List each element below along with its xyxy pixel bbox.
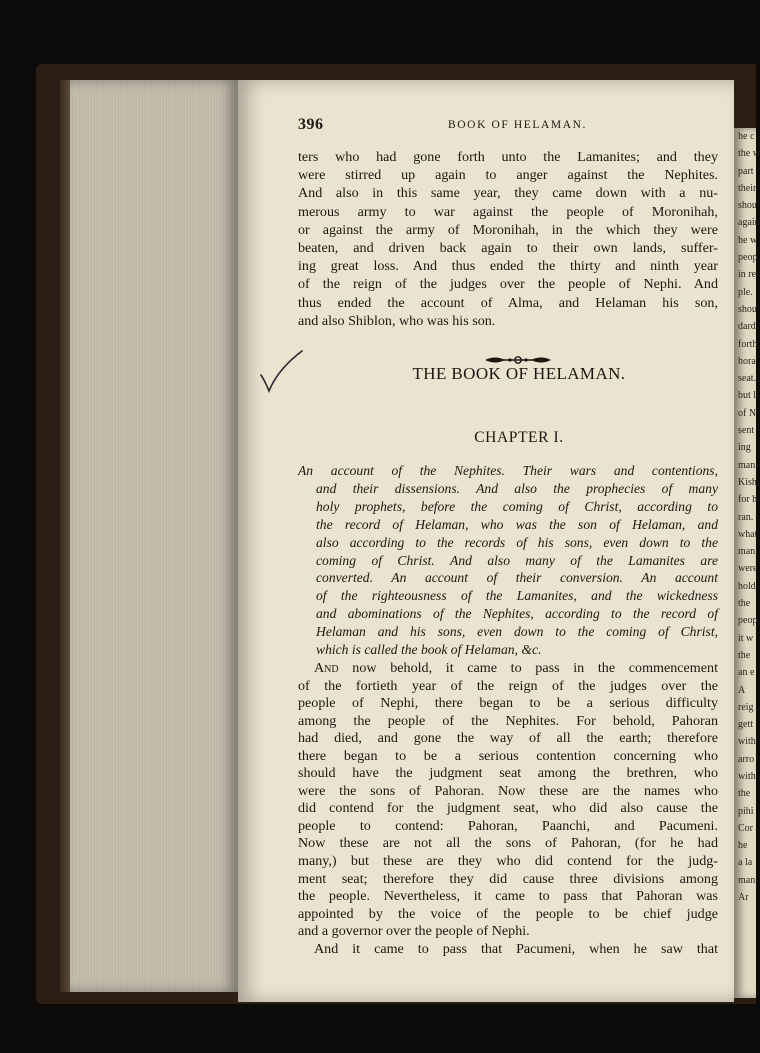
text-line: of the reign of the judges over the people of Nephi. And bbox=[298, 276, 718, 293]
next-page-fragment: ran. bbox=[738, 511, 754, 523]
text-line: were stirred up again to anger against the Nephites. bbox=[298, 167, 718, 184]
chapter-summary bbox=[298, 462, 718, 659]
next-page-fragment: man bbox=[738, 546, 756, 558]
text-line: did contend for the judgment seat, who did also cause the bbox=[298, 800, 718, 817]
running-head bbox=[298, 116, 726, 138]
next-page-fragment: man bbox=[738, 459, 756, 471]
text-line: And it came to pass that Pacumeni, when he saw that bbox=[314, 940, 718, 957]
next-page-fragment: sent bbox=[738, 425, 755, 437]
next-page-fragment: he c bbox=[738, 131, 755, 142]
next-page-fragment: pihi bbox=[738, 805, 754, 817]
summary-line: also according to the records of his sons, even down to the bbox=[316, 534, 718, 550]
page-edges-stack bbox=[70, 80, 238, 992]
text-line: many,) but these are they who did contend for the judg- bbox=[298, 853, 718, 870]
next-page-fragment: but l bbox=[738, 390, 757, 402]
next-page-fragment: hold bbox=[738, 580, 756, 592]
summary-line: An account of the Nephites. Their wars and contentions, bbox=[298, 463, 718, 478]
next-page-fragment: he bbox=[738, 840, 748, 852]
summary-line: and abominations of the Nephites, according to the record of bbox=[316, 606, 718, 622]
text-line: there began to be a serious contention concerning who bbox=[298, 747, 718, 764]
next-page-fragment: what bbox=[738, 528, 758, 540]
text-line: of the fortieth year of the reign of the judges over the bbox=[298, 677, 718, 694]
next-page-fragment: an e bbox=[738, 667, 755, 679]
text-line bbox=[298, 660, 718, 678]
next-page-fragment: hora bbox=[738, 355, 756, 367]
text-line: or against the army of Moronihah, in the which they were bbox=[298, 221, 718, 238]
next-page-fragment: with bbox=[738, 736, 756, 748]
text-line: beaten, and driven back again to their own lands, suffer- bbox=[298, 240, 718, 257]
summary-line: the record of Helaman, who was the son of Helaman, and bbox=[316, 516, 718, 532]
chapter-title: CHAPTER I. bbox=[474, 429, 564, 446]
next-page-fragment: Kish bbox=[738, 476, 757, 488]
next-page-fragment: man bbox=[738, 874, 756, 886]
next-page-fragment: of N bbox=[738, 407, 757, 419]
next-page-fragment: ple. bbox=[738, 286, 753, 298]
text-line: appointed by the voice of the people to be chief judge bbox=[298, 905, 718, 922]
next-page-fragment: in re bbox=[738, 269, 757, 281]
summary-line: Helaman and his sons, even down to the coming of Christ, bbox=[316, 624, 718, 640]
next-page-fragment: for h bbox=[738, 494, 758, 506]
next-page-fragment: forth bbox=[738, 338, 758, 350]
text-line: among the people of the Nephites. For behold, Pahoran bbox=[298, 712, 718, 729]
book-title: THE BOOK OF HELAMAN. bbox=[412, 364, 626, 383]
text-line: people of Nephi, there began to be a serious difficulty bbox=[298, 695, 718, 712]
text-line: Now these are not all the sons of Pahoran, (for he had bbox=[298, 835, 718, 852]
verse-first-line-rest: now behold, it came to pass in the commencement bbox=[352, 660, 718, 676]
book-page bbox=[238, 80, 734, 1002]
summary-line: holy prophets, before the coming of Christ, according to bbox=[316, 498, 718, 514]
next-page-fragment: Ar bbox=[738, 892, 749, 904]
next-page-fragment: ing bbox=[738, 442, 751, 454]
next-page-fragment: the bbox=[738, 788, 751, 800]
next-page-fragment: gett bbox=[738, 719, 753, 731]
next-page-fragment: part bbox=[738, 165, 754, 177]
text-line: thus ended the account of Alma, and Helaman his son, bbox=[298, 294, 718, 311]
text-line: and also Shiblon, who was his son. bbox=[298, 312, 496, 329]
text-line: and a governor over the people of Nephi. bbox=[298, 923, 530, 940]
closing-paragraph bbox=[298, 148, 718, 330]
next-page-fragment: seat. bbox=[738, 373, 757, 385]
next-page-fragment: were bbox=[738, 563, 758, 575]
next-page-fragment: arro bbox=[738, 753, 755, 765]
next-page-fragment: the w bbox=[738, 148, 760, 160]
text-line: people to contend: Pahoran, Paanchi, and Pacumeni. bbox=[298, 817, 718, 834]
next-page-fragment: shou bbox=[738, 200, 757, 212]
summary-line: and their dissensions. And also the prophecies of many bbox=[316, 480, 718, 496]
next-page-fragment: reig bbox=[738, 701, 754, 713]
text-line: were the sons of Pahoran. Now these are the names who bbox=[298, 782, 718, 799]
next-page-fragment: A bbox=[738, 684, 746, 696]
text-line: the people. Nevertheless, it came to pass that Pahoran was bbox=[298, 888, 718, 905]
next-page-fragment: a la bbox=[738, 857, 753, 869]
next-page-fragment: their bbox=[738, 182, 757, 194]
summary-line: which is called the book of Helaman, &c. bbox=[316, 642, 542, 658]
text-line: had died, and gone the way of all the earth; therefore bbox=[298, 730, 718, 747]
summary-line: coming of Christ. And also many of the Lamanites are bbox=[316, 552, 718, 568]
pencil-checkmark-icon bbox=[258, 345, 304, 395]
text-line: should have the judgment seat among the brethren, who bbox=[298, 765, 718, 782]
next-page-fragment: it w bbox=[738, 632, 754, 644]
next-page-fragment: peop bbox=[738, 615, 758, 627]
next-page-fragment: the bbox=[738, 598, 751, 610]
summary-line: of the righteousness of the Lamanites, and the wickedness bbox=[316, 588, 718, 604]
summary-line: converted. An account of their conversion. An account bbox=[316, 570, 718, 586]
text-line: And also in this same year, they came down with a nu- bbox=[298, 185, 718, 202]
next-page-edge bbox=[734, 128, 760, 998]
verse-1 bbox=[298, 660, 718, 958]
next-page-fragment: Cor bbox=[738, 822, 753, 834]
next-page-fragment: with bbox=[738, 770, 756, 782]
next-page-fragment: shou bbox=[738, 303, 757, 315]
text-line: ters who had gone forth unto the Lamanites; and they bbox=[298, 149, 718, 165]
text-line: ment seat; therefore they did cause three divisions among bbox=[298, 870, 718, 887]
page-number: 396 bbox=[298, 116, 324, 133]
next-page-fragment: he w bbox=[738, 234, 758, 246]
text-line: merous army to war against the people of Moronihah, bbox=[298, 203, 718, 220]
next-page-fragment: again bbox=[738, 217, 760, 229]
verse-initial-word: And bbox=[314, 660, 339, 676]
next-page-fragment: the bbox=[738, 649, 751, 661]
text-line: ing great loss. And thus ended the thirty and ninth year bbox=[298, 258, 718, 275]
next-page-fragment: peop bbox=[738, 252, 758, 264]
next-page-fragment: dard bbox=[738, 321, 756, 333]
running-head-title: BOOK OF HELAMAN. bbox=[448, 119, 588, 131]
